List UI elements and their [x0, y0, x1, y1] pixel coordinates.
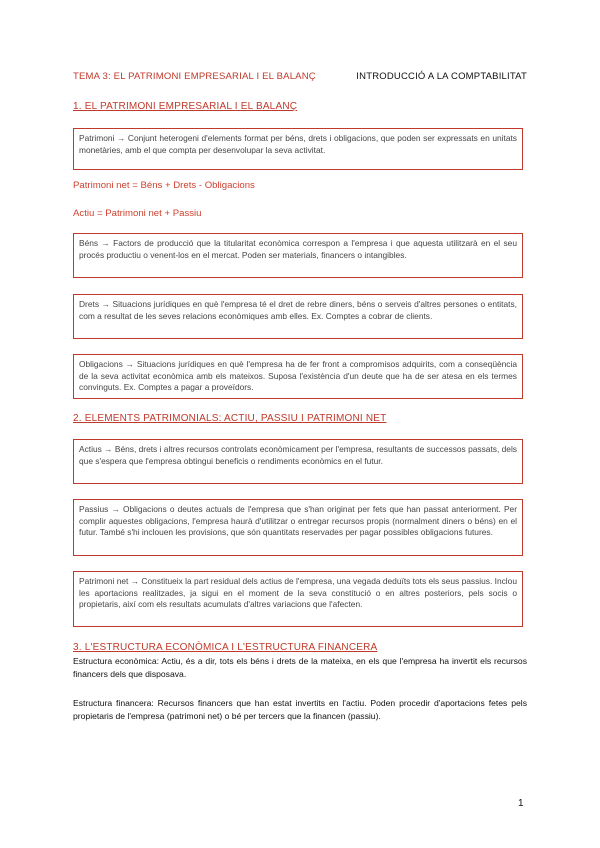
- section-heading-1: 1. EL PATRIMONI EMPRESARIAL I EL BALANÇ: [73, 101, 298, 112]
- course-title: INTRODUCCIÓ A LA COMPTABILITAT: [356, 71, 527, 82]
- paragraph-estructura-financera: Estructura financera: Recursos financers que han estat invertits en l'actiu. Poden procedir d'aportacions fetes pels propietaris de l'empresa (patrimoni net) o bé per tercers que la financen (passiu).: [73, 698, 527, 721]
- definition-box-actius: Actius → Béns, drets i altres recursos controlats econòmicament per l'empresa, resultants de successos passats, dels que s'espera que l'empresa obtingui beneficis o rendiments econòmics en el futur.: [73, 439, 523, 484]
- section-heading-3: 3. L'ESTRUCTURA ECONÒMICA I L'ESTRUCTURA FINANCERA: [73, 642, 378, 653]
- definition-box-bens: Béns → Factors de producció que la titularitat econòmica correspon a l'empresa i que aquesta utilitzarà en el seu procés productiu o venent-los en el mercat. Poden ser materials, financers o intangibles.: [73, 233, 523, 278]
- definition-box-patrimoni: Patrimoni → Conjunt heterogeni d'elements format per béns, drets i obligacions, que poden ser expressats en unitats monetàries, amb el que compta per desenvolupar la seva activitat.: [73, 128, 523, 170]
- definition-box-drets: Drets → Situacions jurídiques en què l'empresa té el dret de rebre diners, béns o serveis d'altres persones o entitats, com a resultat de les seves relacions econòmiques amb elles. Ex. Comptes a cobrar de clients.: [73, 294, 523, 339]
- section-heading-2: 2. ELEMENTS PATRIMONIALS: ACTIU, PASSIU I PATRIMONI NET: [73, 413, 387, 424]
- definition-box-passius: Passius → Obligacions o deutes actuals de l'empresa que s'han originat per fets que han passat anteriorment. Per complir aquestes obligacions, l'empresa haurà d'utilitzar o entregar recursos propis (normalment diners o béns) en el futur. També s'hi inclouen les provisions, que són quantitats reservades per pagar possibles obligacions futures.: [73, 499, 523, 556]
- page-header: [73, 71, 527, 85]
- definition-box-obligacions: Obligacions → Situacions jurídiques en què l'empresa ha de fer front a compromisos adquirits, com a conseqüència de la seva activitat econòmica amb els mateixos. Suposa l'existència d'un deute que ha de ser atesa en els termes convinguts. Ex. Comptes a pagar a proveïdors.: [73, 354, 523, 399]
- formula-actiu: Actiu = Patrimoni net + Passiu: [73, 208, 202, 219]
- topic-title: TEMA 3: EL PATRIMONI EMPRESARIAL I EL BALANÇ: [73, 71, 316, 82]
- definition-box-patrimoni-net: Patrimoni net → Constitueix la part residual dels actius de l'empresa, una vegada deduïts tots els seus passius. Inclou les aportacions realitzades, ja sigui en el moment de la seva constitució o en altres posteriors, pels socis o propietaris, així com els resultats acumulats d'altres variacions que l'afecten.: [73, 571, 523, 627]
- formula-patrimoni-net: Patrimoni net = Béns + Drets - Obligacions: [73, 180, 255, 191]
- page-number: 1: [518, 798, 524, 809]
- paragraph-estructura-economica: Estructura econòmica: Actiu, és a dir, tots els béns i drets de la mateixa, en els que l'empresa ha invertit els recursos financers dels que disposava.: [73, 656, 527, 679]
